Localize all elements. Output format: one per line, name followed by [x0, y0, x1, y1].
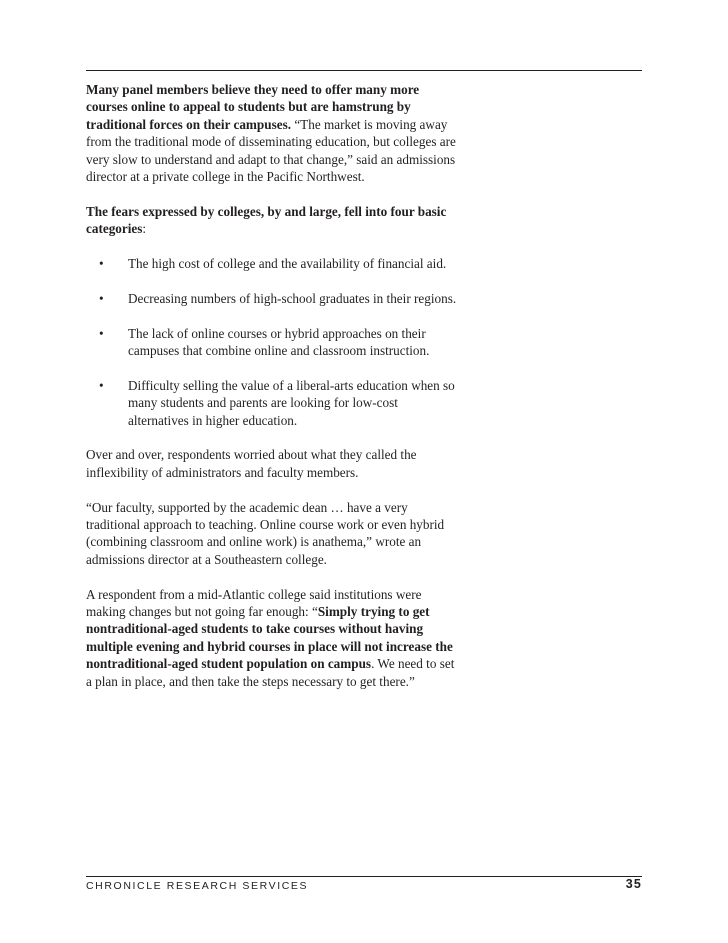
fears-list [86, 255, 458, 429]
list-item [86, 377, 458, 429]
bullet-icon: • [99, 256, 104, 272]
bullet-icon: • [99, 377, 104, 393]
body-text [86, 81, 458, 707]
paragraph-inflexibility: Over and over, respondents worried about what they called the inflexibility of administrators and faculty members. [86, 447, 417, 480]
paragraph-intro: A respondent from a mid-Atlantic college said institutions were making changes but not going far enough: “ [86, 586, 422, 620]
footer-rule [86, 876, 642, 877]
list-item [86, 325, 458, 360]
paragraph-panel-members [86, 81, 458, 185]
paragraph-mid-atlantic [86, 586, 458, 690]
list-item-text: The high cost of college and the availability of financial aid. [128, 256, 447, 272]
paragraph-quote-end: . We need to set a plan in place, and then take the steps necessary to get there.” [86, 656, 455, 689]
header-rule [86, 70, 642, 71]
paragraph-lead-bold: The fears expressed by colleges, by and large, fell into four basic categories [86, 203, 447, 237]
paragraph-fears [86, 203, 458, 238]
paragraph-quote: “The market is moving away from the traditional mode of disseminating education, but colleges are very slow to understand and adapt to that change,” said an admissions director at a private college in the Pacific Northwest. [86, 116, 456, 185]
bullet-icon: • [99, 325, 104, 341]
list-item-text: Difficulty selling the value of a liberal-arts education when so many students and parents are looking for low-cost alternatives in higher education. [128, 377, 455, 428]
footer-label: CHRONICLE RESEARCH SERVICES [86, 880, 309, 892]
paragraph-faculty-quote: “Our faculty, supported by the academic dean … have a very traditional approach to teaching. Online course work or even hybrid (combining classroom and online work) is anathema,” wrote an admissions director at a Southeastern college. [86, 499, 445, 567]
list-item [86, 255, 458, 272]
list-item-text: Decreasing numbers of high-school graduates in their regions. [128, 290, 457, 306]
paragraph-colon: : [142, 221, 147, 237]
list-item-text: The lack of online courses or hybrid approaches on their campuses that combine online and classroom instruction. [128, 325, 430, 359]
paragraph-lead-bold: Many panel members believe they need to offer many more courses online to appeal to students but are hamstrung by traditional forces on their campuses. [86, 82, 420, 132]
page-number: 35 [625, 877, 642, 891]
paragraph-quote-bold: Simply trying to get nontraditional-aged students to take courses without having multiple evening and hybrid courses in place will not increase the nontraditional-aged student population on campus [86, 604, 453, 672]
bullet-icon: • [99, 290, 104, 306]
list-item [86, 290, 458, 307]
